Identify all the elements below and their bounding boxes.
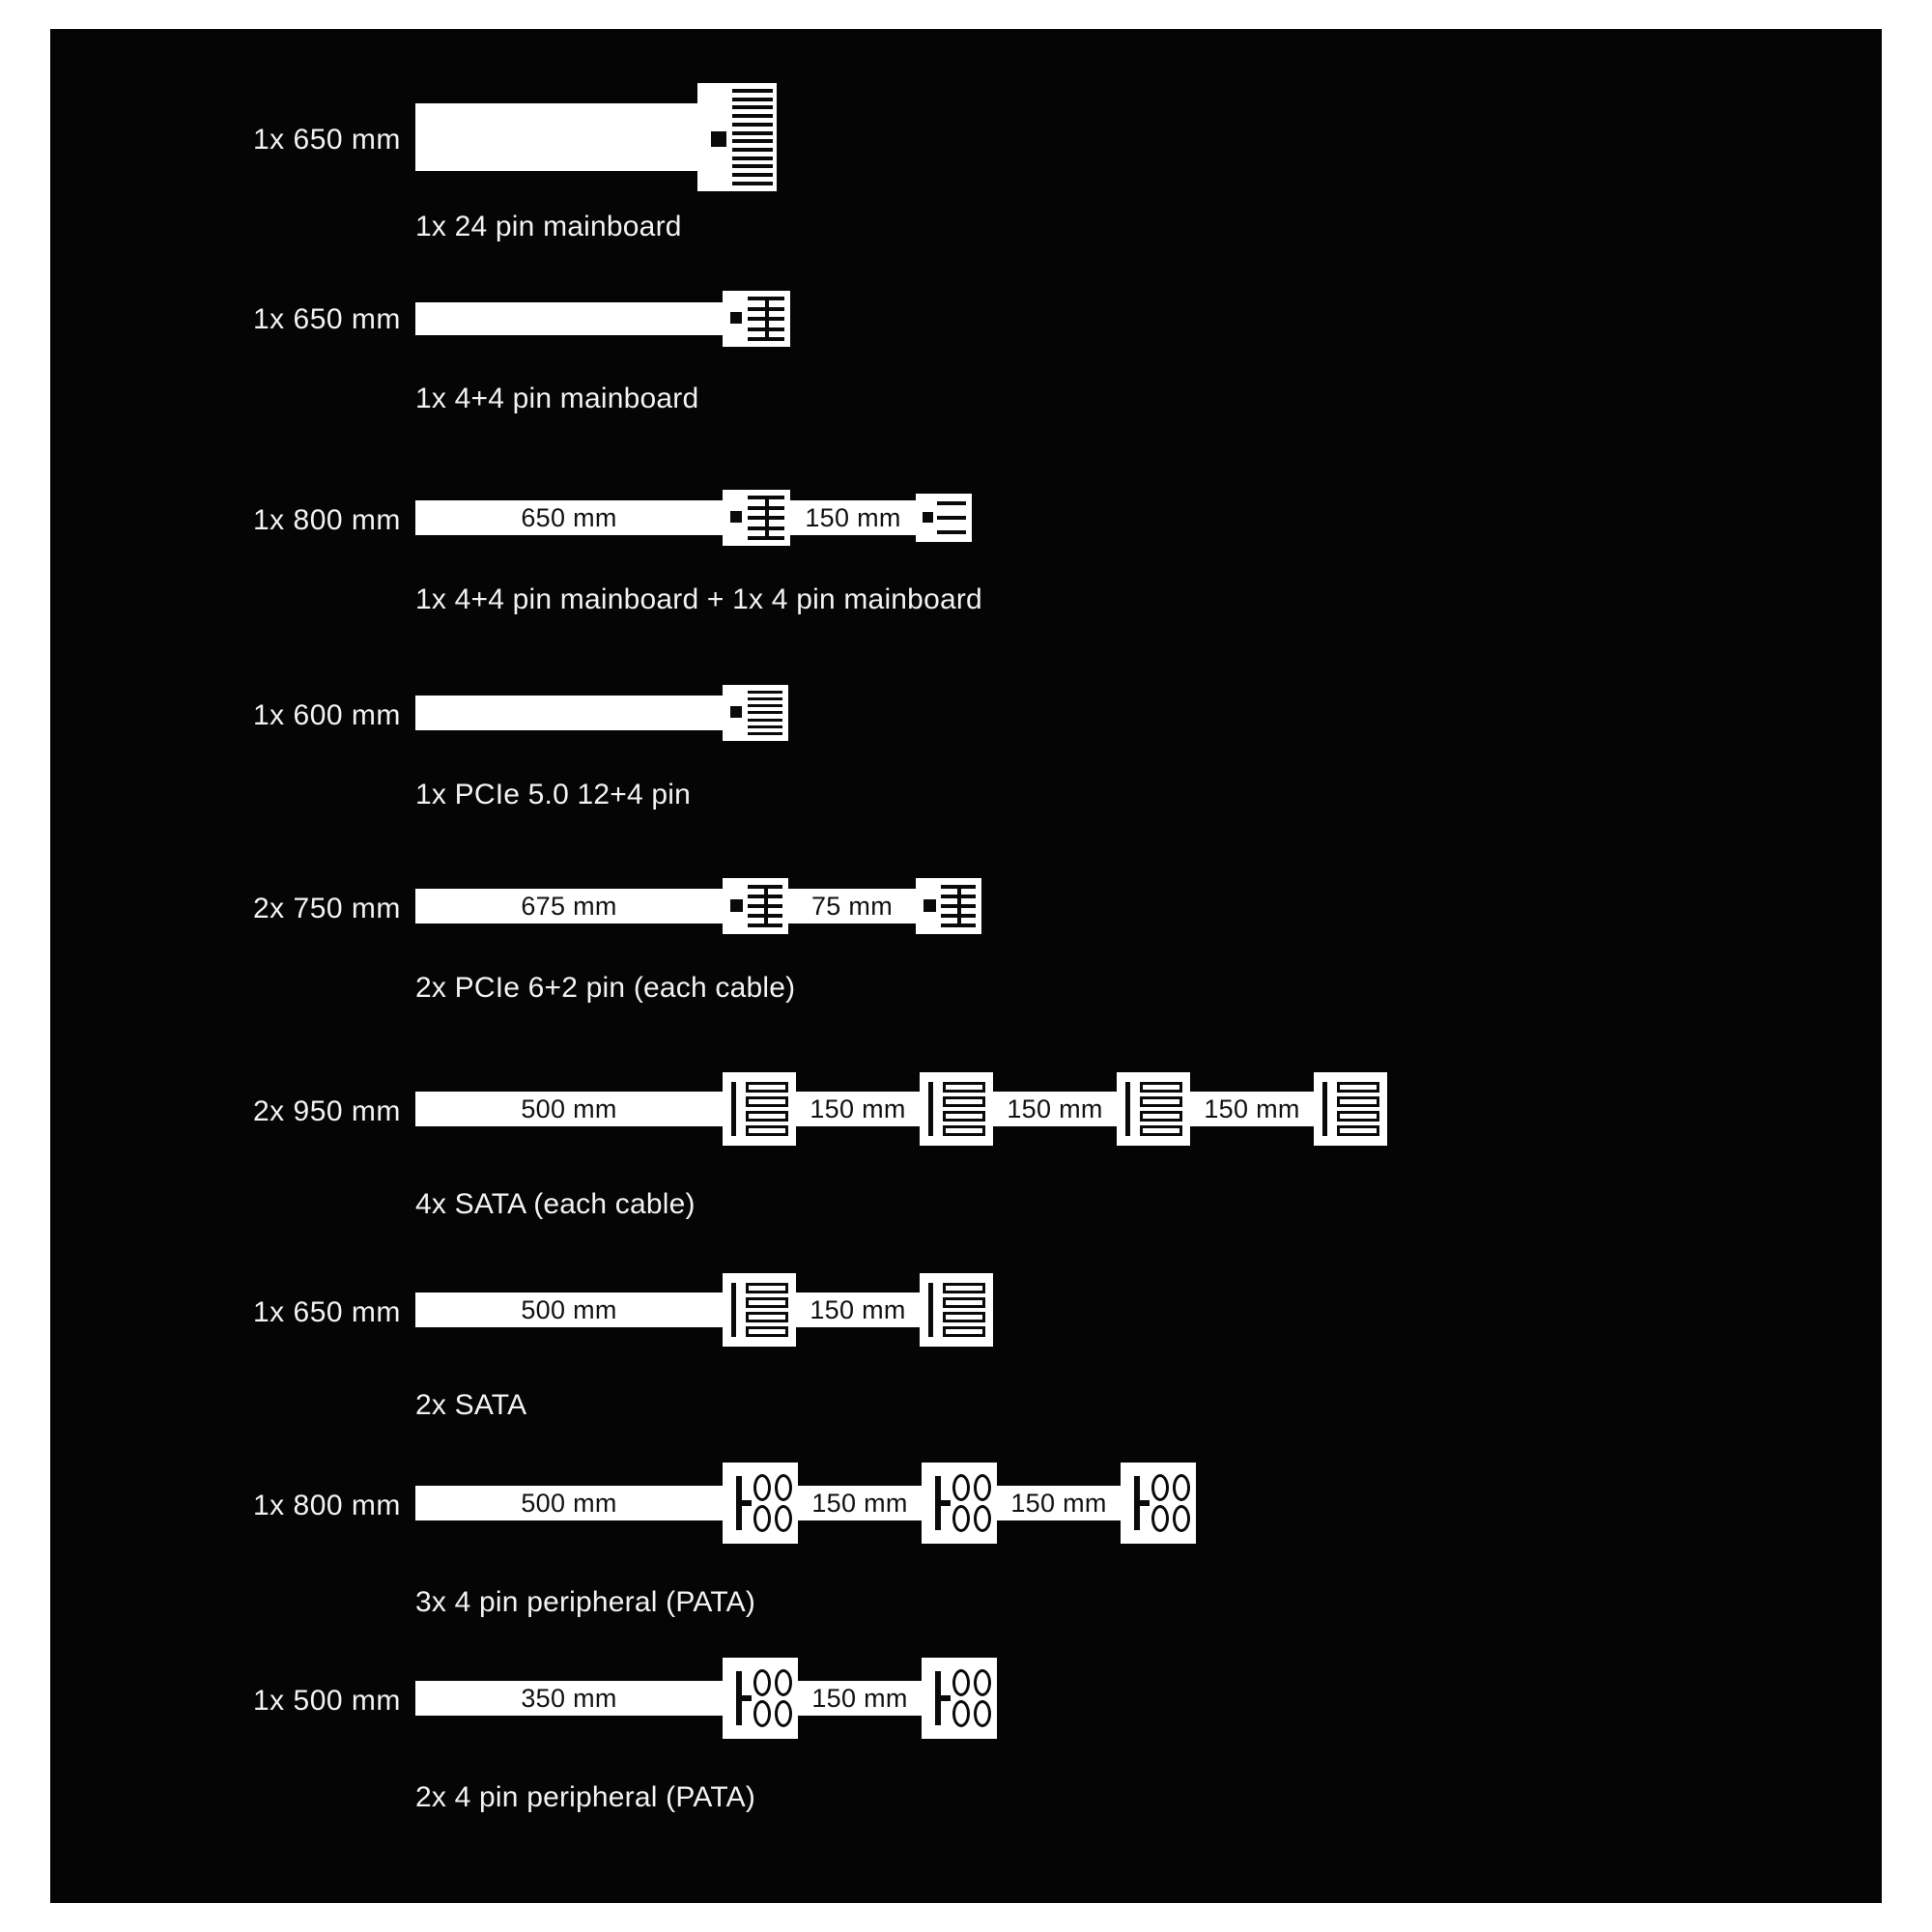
cable-diagram [415,682,788,744]
cable-segment: 675 mm [415,889,723,923]
row-description: 2x SATA [415,1389,527,1421]
connector-sata-power [723,1072,796,1146]
cable-segment: 150 mm [798,1681,922,1716]
row-quantity: 2x 750 mm [253,893,401,924]
cable-diagram [415,487,972,549]
cable-segment: 150 mm [790,500,916,535]
cable-segment: 150 mm [796,1293,920,1327]
row-description: 2x 4 pin peripheral (PATA) [415,1781,756,1813]
cable-segment: 150 mm [796,1092,920,1126]
cable-diagram [415,106,777,168]
row-description: 3x 4 pin peripheral (PATA) [415,1586,756,1618]
connector-pata-4-pin [1121,1463,1196,1544]
cable-row-4-plus-4-pin-mainboard [50,282,1882,437]
cable-row-2x-pata [50,1663,1882,1818]
connector-24-pin-atx [697,83,777,191]
connector-sata-power [920,1273,993,1347]
cable-row-3x-pata [50,1468,1882,1623]
cable-row-4x-sata [50,1074,1882,1229]
cable-diagram [415,1667,997,1729]
cable-spec-sheet [50,29,1882,1903]
cable-segment [415,302,723,335]
cable-segment: 350 mm [415,1681,723,1716]
connector-pcie-6plus2-pin [723,878,788,934]
row-quantity: 1x 600 mm [253,699,401,731]
connector-pcie-12plus4-pin [723,685,788,741]
connector-pcie-6plus2-pin [916,878,981,934]
row-quantity: 1x 800 mm [253,1490,401,1521]
connector-sata-power [920,1072,993,1146]
cable-segment [415,103,697,171]
row-description: 4x SATA (each cable) [415,1188,696,1220]
cable-diagram [415,1078,1387,1140]
connector-pata-4-pin [723,1658,798,1739]
cable-row-4-plus-4-and-4-pin [50,483,1882,638]
cable-diagram [415,1472,1196,1534]
cable-row-list [50,29,1882,1903]
row-description: 1x 4+4 pin mainboard [415,383,699,414]
row-quantity: 1x 500 mm [253,1685,401,1717]
cable-segment: 500 mm [415,1486,723,1520]
row-quantity: 1x 800 mm [253,504,401,536]
connector-sata-power [1117,1072,1190,1146]
cable-diagram [415,288,790,350]
connector-pata-4-pin [922,1658,997,1739]
connector-eps-4plus4-pin [723,490,790,546]
cable-segment: 150 mm [1190,1092,1314,1126]
cable-segment [415,696,723,730]
cable-row-24-pin-mainboard [50,97,1882,251]
cable-diagram [415,1279,993,1341]
row-description: 1x 4+4 pin mainboard + 1x 4 pin mainboard [415,583,982,615]
cable-segment: 500 mm [415,1092,723,1126]
cable-row-2x-sata [50,1275,1882,1430]
cable-segment: 150 mm [993,1092,1117,1126]
connector-sata-power [723,1273,796,1347]
connector-pata-4-pin [723,1463,798,1544]
cable-diagram [415,875,981,937]
row-description: 1x 24 pin mainboard [415,211,682,242]
connector-atx-4-pin [916,494,972,542]
row-description: 2x PCIe 6+2 pin (each cable) [415,972,796,1004]
row-quantity: 1x 650 mm [253,124,401,156]
row-quantity: 1x 650 mm [253,1296,401,1328]
row-quantity: 1x 650 mm [253,303,401,335]
cable-segment: 650 mm [415,500,723,535]
row-quantity: 2x 950 mm [253,1095,401,1127]
cable-segment: 75 mm [788,889,916,923]
cable-segment: 150 mm [997,1486,1121,1520]
cable-row-pcie-5-12plus4 [50,678,1882,833]
cable-segment: 150 mm [798,1486,922,1520]
cable-row-pcie-6plus2 [50,871,1882,1026]
connector-pata-4-pin [922,1463,997,1544]
connector-eps-4plus4-pin [723,291,790,347]
row-description: 1x PCIe 5.0 12+4 pin [415,779,692,810]
cable-segment: 500 mm [415,1293,723,1327]
connector-sata-power [1314,1072,1387,1146]
